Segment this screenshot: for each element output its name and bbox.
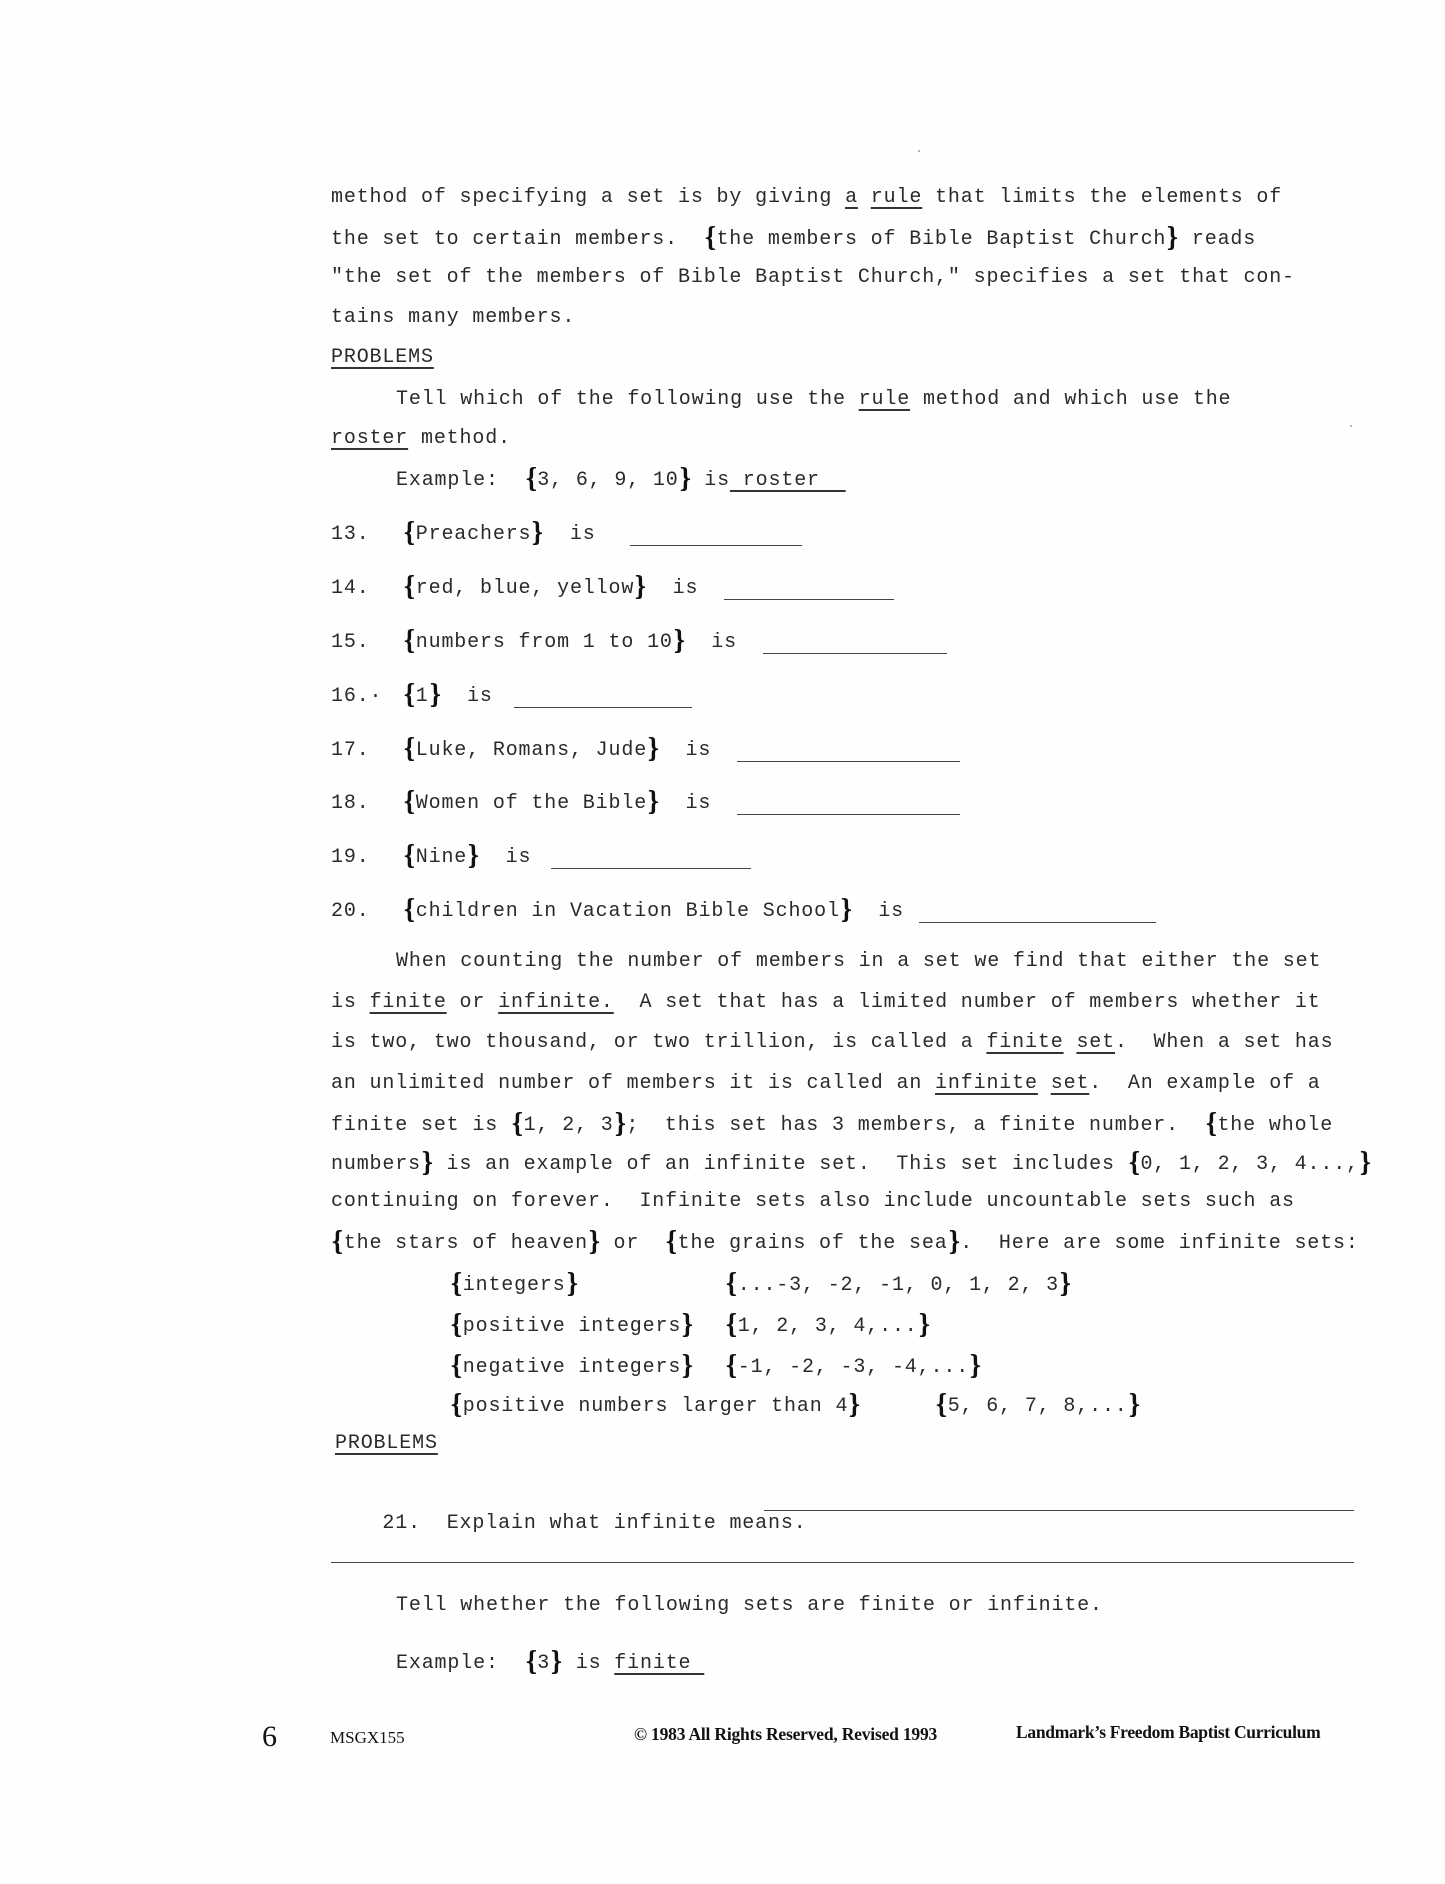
- close-brace: }: [647, 734, 660, 764]
- item-number: 15.: [331, 631, 370, 654]
- problems-heading: [331, 346, 434, 370]
- question-number: 21.: [382, 1512, 421, 1535]
- close-brace: }: [681, 1310, 694, 1340]
- set-name: negative integers: [462, 1356, 682, 1379]
- text-run: or: [600, 1232, 665, 1255]
- intro-line: [331, 306, 575, 330]
- close-brace: }: [678, 464, 692, 494]
- open-brace: {: [665, 1227, 678, 1257]
- set-text: 1: [415, 685, 429, 708]
- text-run: Example:: [396, 1652, 525, 1675]
- text-run: continuing on forever. Infinite sets also include uncountable sets such as: [331, 1190, 1295, 1213]
- text-run: the whole: [1217, 1114, 1334, 1137]
- underlined-term: rule: [870, 186, 923, 209]
- open-brace: {: [450, 1269, 463, 1299]
- open-brace: {: [331, 1227, 344, 1257]
- text-run: is: [691, 469, 730, 492]
- is-word: is: [467, 685, 493, 708]
- intro-line: [331, 186, 1282, 210]
- text-run: A set that has a limited number of members whether it: [613, 991, 1321, 1014]
- text-run: method of specifying a set is by giving: [331, 186, 846, 209]
- set-members: [725, 1269, 1072, 1299]
- text-run: is two, two thousand, or two trillion, is called a: [331, 1031, 987, 1054]
- example-line: [396, 464, 846, 494]
- text-run: "the set of the members of Bible Baptist Church," specifies a set that con-: [331, 266, 1295, 289]
- item-number: 17.: [331, 739, 370, 762]
- text-run: 1, 2, 3: [523, 1114, 614, 1137]
- text-run: an unlimited number of members it is called an: [331, 1072, 936, 1095]
- is-word: is: [711, 631, 737, 654]
- example-line: [396, 1647, 705, 1677]
- text-run: the members of Bible Baptist Church: [716, 228, 1167, 251]
- text-run: or: [446, 991, 499, 1014]
- open-brace: {: [725, 1351, 738, 1381]
- text-run: the set to certain members.: [331, 228, 704, 251]
- underlined-term: roster: [729, 469, 846, 492]
- set-item: [331, 734, 712, 764]
- open-brace: {: [403, 626, 416, 656]
- text-run: . When a set has: [1115, 1031, 1334, 1054]
- text-run: . Here are some infinite sets:: [960, 1232, 1359, 1255]
- spacer: [544, 523, 570, 546]
- close-brace: }: [969, 1351, 982, 1381]
- problems-heading-text: PROBLEMS: [335, 1432, 438, 1455]
- answer-blank[interactable]: [737, 814, 960, 815]
- problems-heading-text: PROBLEMS: [331, 346, 434, 369]
- course-code: MSGX155: [330, 1728, 405, 1747]
- text-run: is: [562, 1652, 615, 1675]
- text-run: . An example of a: [1089, 1072, 1321, 1095]
- infinite-set-row: [450, 1310, 1150, 1340]
- infinite-set-row: [450, 1390, 1150, 1420]
- set-members: [725, 1351, 982, 1381]
- item-number: 20.: [331, 900, 370, 923]
- spacer: [647, 577, 673, 600]
- close-brace: }: [647, 787, 660, 817]
- text-run: When counting the number of members in a set we find that either the set: [396, 950, 1322, 973]
- open-brace: {: [403, 787, 416, 817]
- text-run: 3: [537, 1652, 551, 1675]
- open-brace: {: [524, 464, 538, 494]
- open-brace: {: [1127, 1148, 1141, 1178]
- answer-blank[interactable]: [551, 868, 751, 869]
- open-brace: {: [403, 572, 416, 602]
- open-brace: {: [403, 680, 416, 710]
- item-number: 18.: [331, 792, 370, 815]
- open-brace: {: [403, 895, 416, 925]
- question-text: Explain what infinite means.: [446, 1512, 807, 1535]
- answer-blank[interactable]: [630, 545, 802, 546]
- open-brace: {: [403, 841, 416, 871]
- open-brace: {: [725, 1310, 738, 1340]
- item-number: 19.: [331, 846, 370, 869]
- underlined-term: set: [1050, 1072, 1090, 1095]
- answer-blank[interactable]: [724, 599, 894, 600]
- text-run: ; this set has 3 members, a finite number.: [626, 1114, 1205, 1137]
- text-run: [1038, 1072, 1051, 1095]
- underlined-term: finite: [614, 1652, 705, 1675]
- is-word: is: [672, 577, 699, 600]
- close-brace: }: [681, 1351, 694, 1381]
- question-21: [331, 1488, 807, 1535]
- is-word: is: [685, 792, 712, 815]
- paragraph-line: [331, 1031, 1333, 1055]
- close-brace: }: [588, 1227, 601, 1257]
- answer-blank[interactable]: [919, 922, 1156, 923]
- set-item: [331, 518, 596, 548]
- text-run: reads: [1179, 228, 1257, 251]
- text-run: numbers: [331, 1153, 421, 1176]
- set-text: Nine: [415, 846, 468, 869]
- paragraph-line: [331, 991, 1321, 1015]
- open-brace: {: [511, 1109, 524, 1139]
- instruction-line: [331, 427, 511, 451]
- close-brace: }: [839, 895, 853, 925]
- paragraph-line: [331, 1227, 1359, 1257]
- set-text: children in Vacation Bible School: [415, 900, 840, 923]
- paragraph-line: [331, 1148, 1372, 1178]
- members-text: -1, -2, -3, -4,...: [737, 1356, 970, 1379]
- spacer: [660, 792, 686, 815]
- text-run: the stars of heaven: [343, 1232, 588, 1255]
- scan-speck: [1350, 425, 1352, 427]
- open-brace: {: [725, 1269, 738, 1299]
- underlined-term: infinite.: [498, 991, 614, 1014]
- open-brace: {: [935, 1390, 948, 1420]
- close-brace: }: [917, 1310, 931, 1340]
- paragraph-line: [396, 950, 1321, 974]
- set-item: [331, 626, 737, 656]
- underlined-term: infinite: [935, 1072, 1038, 1095]
- close-brace: }: [1127, 1390, 1141, 1420]
- close-brace: }: [428, 680, 442, 710]
- scan-speck: [918, 150, 920, 152]
- item-number: 13.: [331, 523, 370, 546]
- text-run: is: [331, 991, 370, 1014]
- close-brace: }: [1059, 1269, 1072, 1299]
- is-word: is: [685, 739, 712, 762]
- text-run: method and which use the: [910, 388, 1232, 411]
- curriculum-name: Landmark’s Freedom Baptist Curriculum: [1016, 1722, 1321, 1742]
- infinite-set-row: [450, 1351, 1150, 1381]
- set-item: [331, 895, 905, 925]
- open-brace: {: [450, 1390, 463, 1420]
- open-brace: {: [403, 518, 416, 548]
- text-run: finite set is: [331, 1114, 511, 1137]
- spacer: [660, 739, 686, 762]
- is-word: is: [878, 900, 905, 923]
- close-brace: }: [467, 841, 480, 871]
- spacer: [441, 685, 467, 708]
- set-name: integers: [462, 1274, 566, 1297]
- item-number: 14.: [331, 577, 370, 600]
- text-run: 0, 1, 2, 3, 4...,: [1140, 1153, 1359, 1176]
- text-run: Tell which of the following use the: [396, 388, 859, 411]
- set-text: Luke, Romans, Jude: [415, 739, 648, 762]
- set-text: numbers from 1 to 10: [415, 631, 673, 654]
- text-run: Example:: [396, 469, 525, 492]
- close-brace: }: [947, 1227, 961, 1257]
- set-name: positive integers: [462, 1315, 682, 1338]
- answer-blank[interactable]: [763, 653, 947, 654]
- open-brace: {: [1204, 1109, 1218, 1139]
- text-run: [1064, 1031, 1077, 1054]
- underlined-term: set: [1076, 1031, 1115, 1054]
- set-item: [331, 572, 699, 602]
- close-brace: }: [634, 572, 647, 602]
- close-brace: }: [550, 1647, 563, 1677]
- set-name: positive numbers larger than 4: [462, 1395, 849, 1418]
- problems-heading: [335, 1432, 438, 1456]
- set-item: [331, 680, 493, 710]
- paragraph-line: [331, 1109, 1334, 1139]
- answer-blank-21a[interactable]: [764, 1510, 1354, 1511]
- underlined-term: finite: [986, 1031, 1064, 1054]
- page-number: 6: [262, 1720, 277, 1753]
- item-number: 16.·: [331, 685, 383, 708]
- text-run: 3, 6, 9, 10: [537, 469, 679, 492]
- set-item: [331, 787, 712, 817]
- text-run: tains many members.: [331, 306, 576, 329]
- set-members: [935, 1390, 1141, 1420]
- close-brace: }: [672, 626, 686, 656]
- text-run: is an example of an infinite set. This set includes: [433, 1153, 1128, 1176]
- spacer: [686, 631, 712, 654]
- underlined-term: roster: [331, 427, 409, 450]
- close-brace: }: [565, 1269, 579, 1299]
- set-item: [331, 841, 532, 871]
- text-run: method.: [408, 427, 511, 450]
- is-word: is: [569, 523, 596, 546]
- answer-blank[interactable]: [737, 761, 960, 762]
- open-brace: {: [450, 1310, 463, 1340]
- set-members: [725, 1310, 931, 1340]
- members-text: 1, 2, 3, 4,...: [737, 1315, 918, 1338]
- open-brace: {: [524, 1647, 538, 1677]
- spacer: [853, 900, 879, 923]
- close-brace: }: [531, 518, 545, 548]
- paragraph-line: [331, 1072, 1321, 1096]
- text-run: [858, 186, 871, 209]
- set-text: Women of the Bible: [415, 792, 648, 815]
- close-brace: }: [848, 1390, 861, 1420]
- underlined-term: finite: [369, 991, 447, 1014]
- members-text: ...-3, -2, -1, 0, 1, 2, 3: [737, 1274, 1060, 1297]
- copyright: © 1983 All Rights Reserved, Revised 1993: [634, 1724, 938, 1744]
- paragraph-line: [331, 1190, 1295, 1214]
- members-text: 5, 6, 7, 8,...: [947, 1395, 1128, 1418]
- answer-blank[interactable]: [514, 707, 692, 708]
- underlined-term: a: [845, 186, 858, 209]
- close-brace: }: [1359, 1148, 1372, 1178]
- instruction-line: [396, 388, 1231, 412]
- answer-blank-21b[interactable]: [331, 1562, 1354, 1563]
- intro-line: [331, 223, 1257, 253]
- spacer: [480, 846, 506, 869]
- is-word: is: [505, 846, 532, 869]
- close-brace: }: [1166, 223, 1179, 253]
- open-brace: {: [703, 223, 717, 253]
- text-run: that limits the elements of: [922, 186, 1283, 209]
- set-text: red, blue, yellow: [415, 577, 635, 600]
- open-brace: {: [403, 734, 416, 764]
- open-brace: {: [450, 1351, 463, 1381]
- set-text: Preachers: [415, 523, 532, 546]
- infinite-set-row: [450, 1269, 1150, 1299]
- underlined-term: rule: [858, 388, 911, 411]
- text-run: the grains of the sea: [677, 1232, 948, 1255]
- instruction-line: Tell whether the following sets are finite or infinite.: [396, 1594, 1103, 1617]
- close-brace: }: [613, 1109, 627, 1139]
- intro-line: [331, 266, 1295, 290]
- close-brace: }: [421, 1148, 434, 1178]
